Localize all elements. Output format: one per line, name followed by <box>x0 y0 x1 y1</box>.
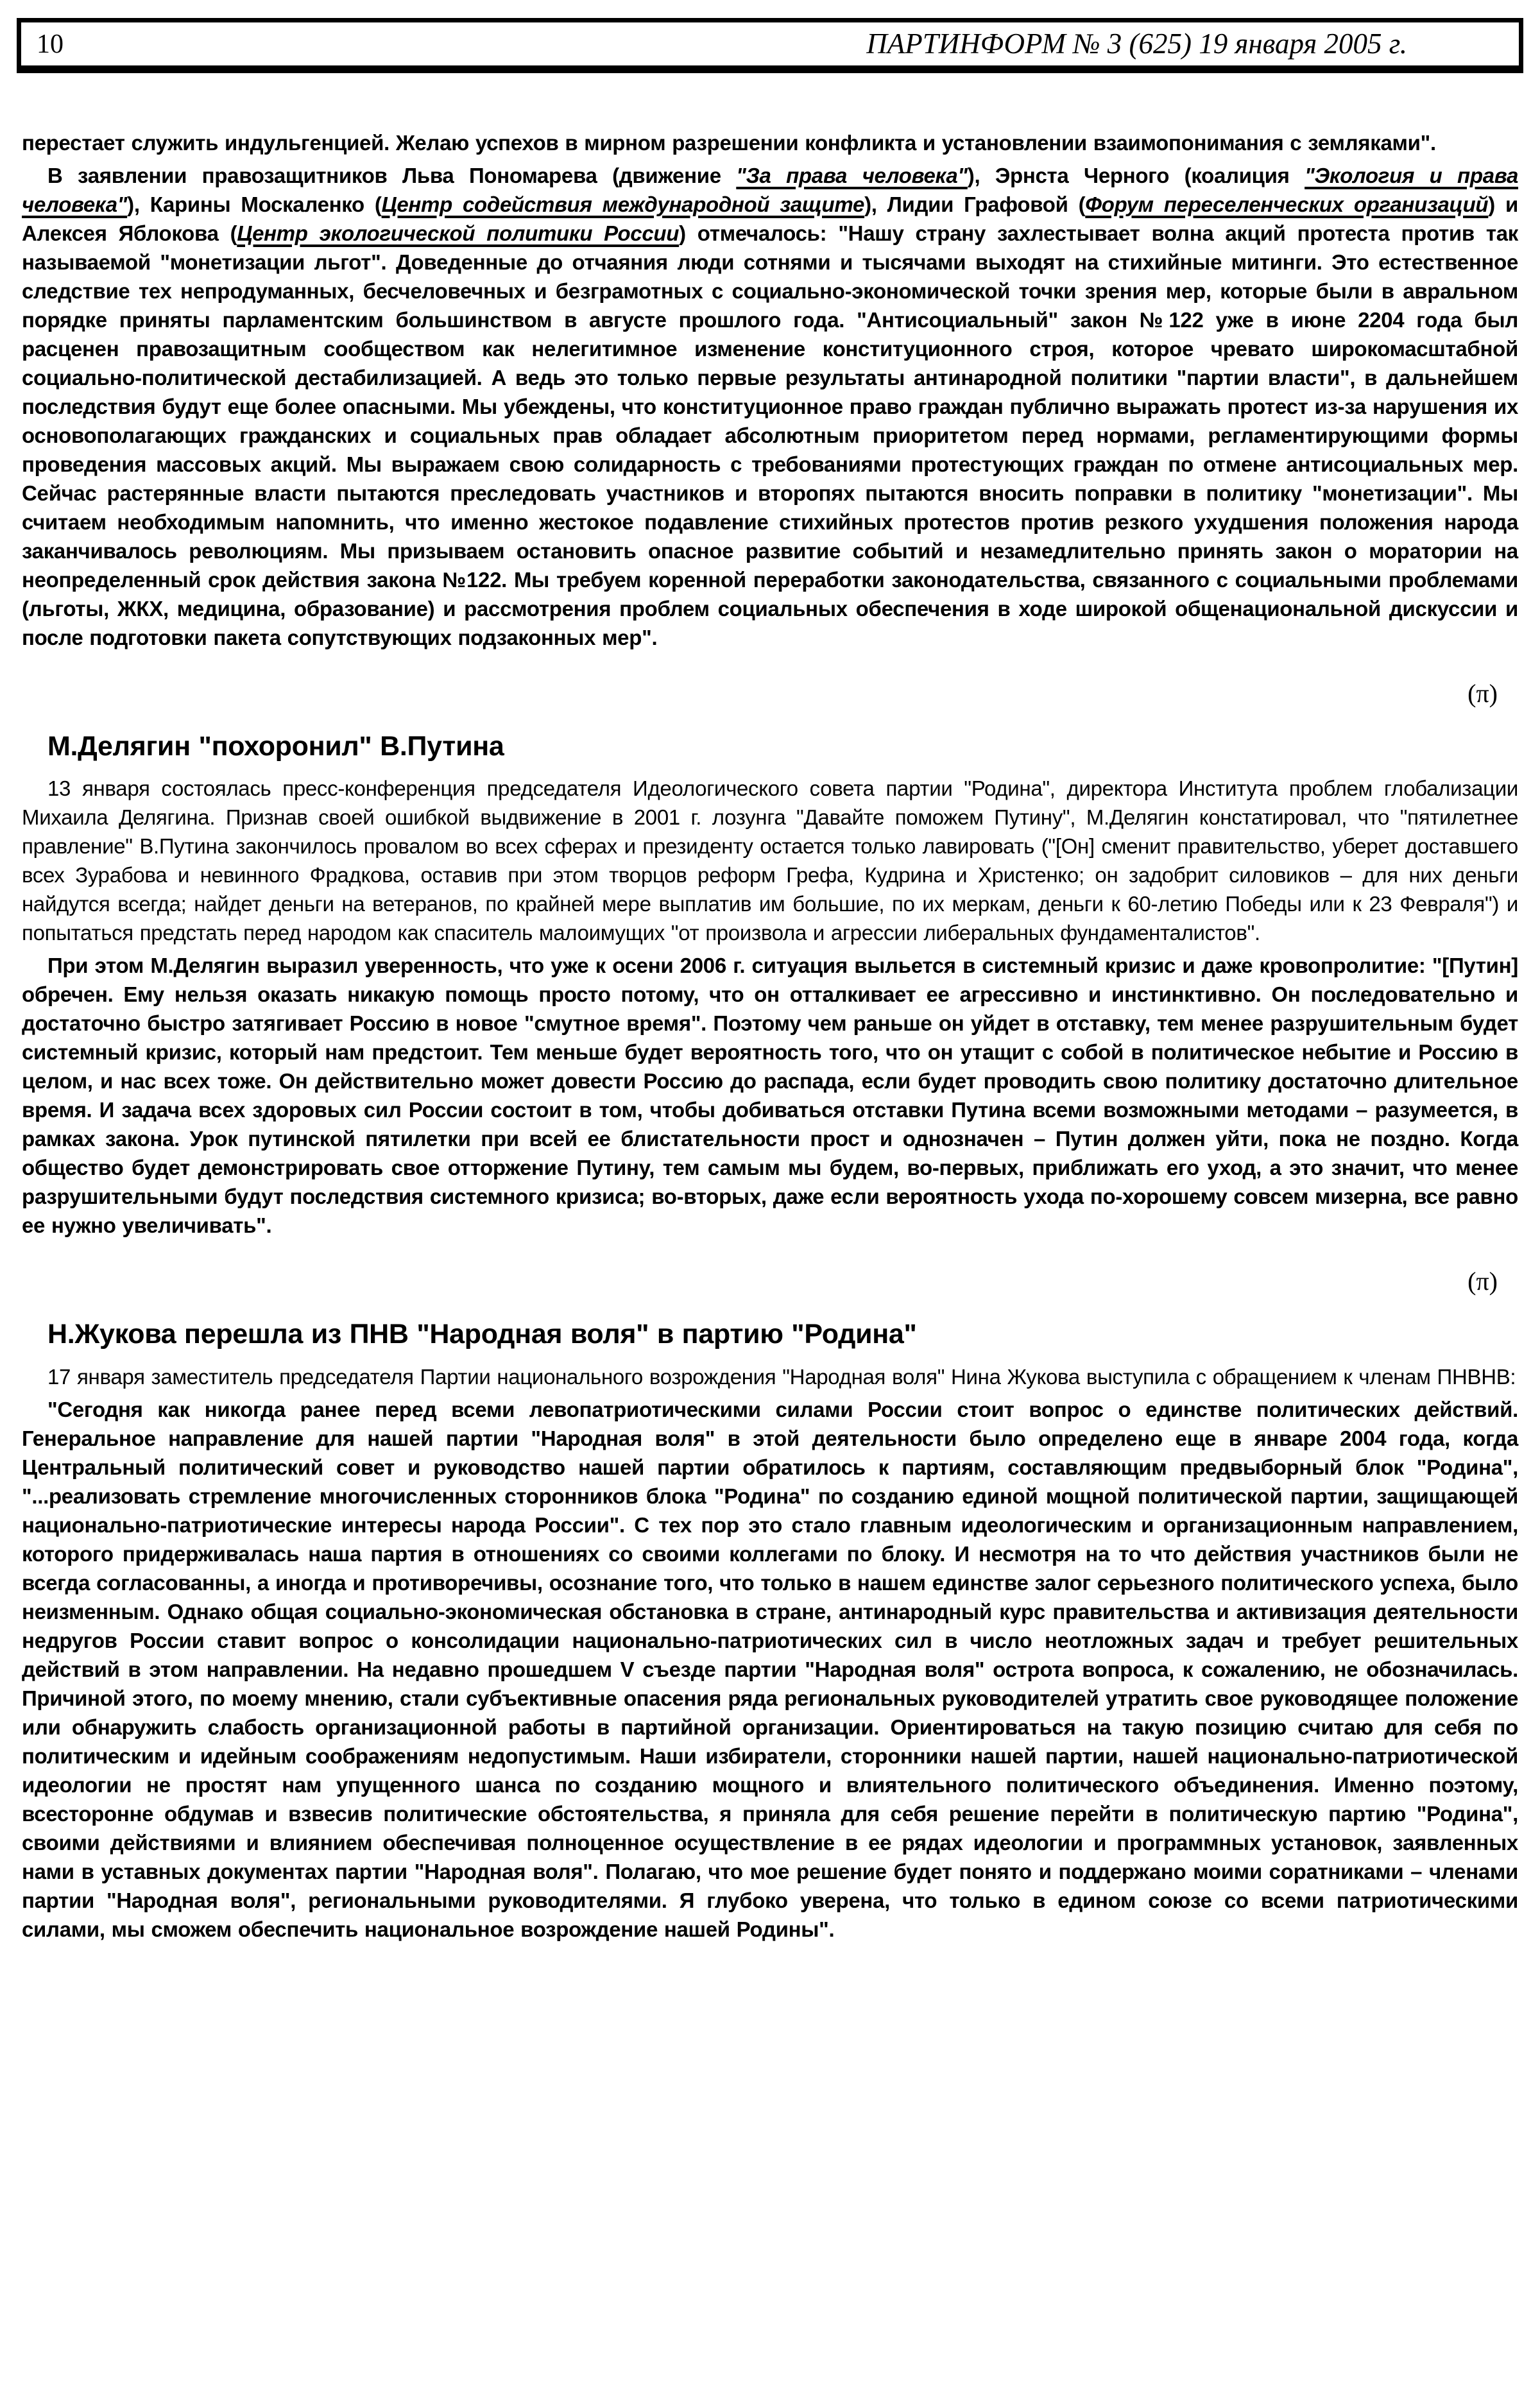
text-segment: перестает служить индульгенцией. Желаю успехов в мирном разрешении конфликта и установлении взаимопонимания с земляками". <box>22 131 1436 155</box>
text-segment: ), Эрнста Черного (коалиция <box>967 164 1305 187</box>
section-end-mark: (π) <box>1467 1267 1498 1296</box>
section-heading: Н.Жукова перешла из ПНВ "Народная воля" в партию "Родина" <box>47 1319 917 1350</box>
paragraph <box>22 774 1518 947</box>
paragraph <box>22 951 1518 1240</box>
emphasized-text: "За права человека" <box>736 164 968 187</box>
text-segment: 17 января заместитель председателя Партии национального возрождения "Народная воля" Нина Жукова выступила с обращением к членам ПНВНВ: <box>47 1364 1516 1389</box>
emphasized-text: "Экология и права человека" <box>22 164 1519 216</box>
page-number: 10 <box>37 29 64 59</box>
section-end-mark: (π) <box>1467 679 1498 708</box>
document-sections <box>22 128 1518 1944</box>
text-segment: ), Лидии Графовой ( <box>864 193 1086 216</box>
emphasized-text: Центр содействия международной защите <box>381 193 865 216</box>
paragraph <box>22 1362 1518 1391</box>
paragraph <box>22 1395 1518 1944</box>
page-header <box>17 18 1523 73</box>
text-segment: 13 января состоялась пресс-конференция председателя Идеологического совета партии "Родина", директора Института проблем глобализации Михаила Делягина. Признав своей ошибкой выдвижение в 2001 г. лозунга "Давайте поможем Путину", М.Делягин констатировал, что "пятилетнее правление" В.Путина закончилось провалом во всех сферах и президенту остается только лавировать ("[Он] сменит правительство, уберет доставшего всех Зурабова и невинного Фрадкова, оставив при этом творцов реформ Грефа, Кудрина и Христенко; он задобрит силовиков – для них деньги найдутся всегда; найдет деньги на ветеранов, по крайней мере выплатив им большие, по их меркам, деньги к 60-летию Победы или к 23 Февраля") и попытаться предстать перед народом как спаситель малоимущих "от произвола и агрессии либеральных фундаменталистов". <box>22 776 1518 945</box>
masthead-title: ПАРТИНФОРМ № 3 (625) 19 января 2005 г. <box>866 28 1407 60</box>
text-segment: "Сегодня как никогда ранее перед всеми левопатриотическими силами России стоит вопрос о единстве политических действий. Генеральное направление для нашей партии "Народная воля" в этой деятельности было определено еще в январе 2004 года, когда Центральный политический совет и руководство нашей партии обратилось к партиям, составляющим предвыборный блок "Родина", "...реализовать стремление многочисленных сторонников блока "Родина" по созданию единой мощной политической партии, защищающей национально-патриотические интересы народа России". С тех пор это стало главным идеологическим и организационным направлением, которого придерживалась наша партия в отношениях со своими коллегами по блоку. И несмотря на то что действия участников были не всегда согласованны, а иногда и противоречивы, осознание того, что только в нашем единстве залог серьезного политического успеха, было неизменным. Однако общая социально-экономическая обстановка в стране, антинародный курс правительства и активизация деятельности недругов России ставит вопрос о консолидации национально-патриотических сил в число неотложных задач и требует решительных действий в этом направлении. На недавно прошедшем V съезде партии "Народная воля" острота вопроса, к сожалению, не обозначилась. Причиной этого, по моему мнению, стали субъективные опасения ряда региональных руководителей утратить свое руководящее положение или обнаружить слабость организационной работы в партийной организации. Ориентироваться на такую позицию считаю для себя по политическим и идейным соображениям недопустимым. Наши избиратели, сторонники нашей партии, нашей национально-патриотической идеологии не простят нам упущенного шанса по созданию мощного и влиятельного политического объединения. Именно поэтому, всесторонне обдумав и взвесив политические обстоятельства, я приняла для себя решение перейти в политическую партию "Родина", своими действиями и влиянием обеспечивая полноценное осуществление в ее рядах идеологии и программных установок, заявленных нами в уставных документах партии "Народная воля". Полагаю, что мое решение будет понято и поддержано моими соратниками – членами партии "Народная воля", региональными руководителями. Я глубоко уверена, что только в едином союзе со всеми патриотическими силами, мы сможем обеспечить национальное возрождение нашей Родины". <box>22 1397 1518 1941</box>
text-segment: ) и Алексея Яблокова ( <box>22 193 1518 245</box>
paragraph <box>22 161 1518 652</box>
text-segment: В заявлении правозащитников Льва Пономарева (движение <box>47 164 737 187</box>
emphasized-text: Центр экологической политики России <box>237 221 680 245</box>
paragraph <box>22 128 1518 157</box>
text-segment: При этом М.Делягин выразил уверенность, что уже к осени 2006 г. ситуация выльется в системный кризис и даже кровопролитие: "[Путин] обречен. Ему нельзя оказать никакую помощь просто потому, что он отталкивает ее агрессивно и инстинктивно. Он последовательно и достаточно быстро затягивает Россию в новое "смутное время". Поэтому чем раньше он уйдет в отставку, тем менее разрушительным будет системный кризис, который нам предстоит. Тем меньше будет вероятность того, что он утащит с собой в политическое небытие и Россию в целом, и нас всех тоже. Он действительно может довести Россию до распада, если будет проводить свою политику достаточно длительное время. И задача всех здоровых сил России состоит в том, чтобы добиваться отставки Путина всеми возможными методами – разумеется, в рамках закона. Урок путинской пятилетки при всей ее блистательности прост и однозначен – Путин должен уйти, пока не поздно. Когда общество будет демонстрировать свое отторжение Путину, тем самым мы будем, во-первых, приближать его уход, а это значит, что менее разрушительными будут последствия системного кризиса; во-вторых, даже если вероятность ухода по-хорошему совсем мизерна, все равно ее нужно увеличивать". <box>22 954 1518 1238</box>
text-segment: ) отмечалось: "Нашу страну захлестывает волна акций протеста против так называемой "монетизации льгот". Доведенные до отчаяния люди сотнями и тысячами выходят на стихийные митинги. Это естественное следствие тех непродуманных, бесчеловечных и безграмотных с социально-экономической точки зрения мер, которые были в авральном порядке приняты парламентским большинством в августе прошлого года. "Антисоциальный" закон №122 уже в июне 2204 года был расценен правозащитным сообществом как нелегитимное изменение конституционного строя, которое чревато широкомасштабной социально-политической дестабилизацией. А ведь это только первые результаты антинародной политики "партии власти", в дальнейшем последствия будут еще более опасными. Мы убеждены, что конституционное право граждан публично выражать протест из-за нарушения их основополагающих гражданских и социальных прав обладает абсолютным приоритетом перед нормами, регламентирующими формы проведения массовых акций. Мы выражаем свою солидарность с требованиями протестующих граждан по отмене антисоциальных мер. Сейчас растерянные власти пытаются преследовать участников и второпях пытаются вносить поправки в политику "монетизации". Мы считаем необходимым напомнить, что именно жестокое подавление стихийных протестов против резкого ухудшения положения народа заканчивалось революциям. Мы призываем остановить опасное развитие событий и незамедлительно принять закон о моратории на неопределенный срок действия закона №122. Мы требуем коренной переработки законодательства, связанного с социальными проблемами (льготы, ЖКХ, медицина, образование) и рассмотрения проблем социальных обеспечения в ходе широкой общенациональной дискуссии и после подготовки пакета сопутствующих подзаконных мер". <box>22 221 1518 649</box>
emphasized-text: Форум переселенческих организаций <box>1085 193 1489 216</box>
section-heading: М.Делягин "похоронил" В.Путина <box>47 731 504 762</box>
text-segment: ), Карины Москаленко ( <box>127 193 382 216</box>
